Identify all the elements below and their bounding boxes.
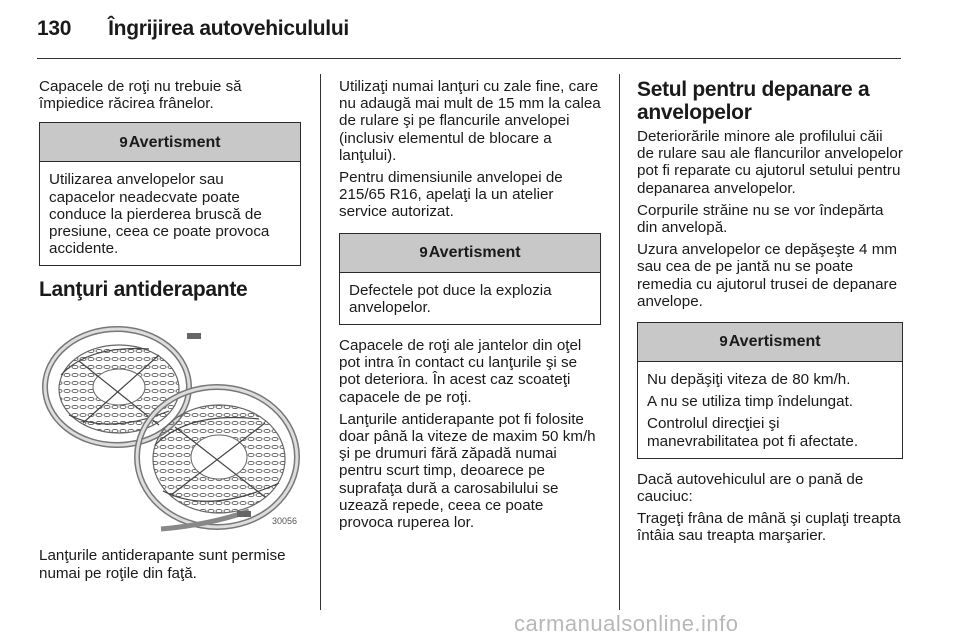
snow-chains-heading: Lanţuri antiderapante bbox=[39, 278, 248, 302]
warning-header bbox=[638, 323, 902, 362]
brake-cooling-note: Capacele de roţi nu trebuie să împiedice răcirea frânelor. bbox=[39, 78, 242, 113]
warning-title: Avertisment bbox=[128, 133, 221, 151]
warning-body bbox=[340, 273, 600, 324]
warning-line: Controlul direcţiei şi manevrabilitatea pot fi afectate. bbox=[647, 415, 859, 450]
handbrake-paragraph: Trageţi frâna de mână şi cuplaţi treapta întâia sau treapta marşarier. bbox=[637, 510, 901, 545]
column-divider-2 bbox=[619, 74, 620, 610]
warning-text: Defectele pot duce la explozia anvelopelor. bbox=[349, 281, 552, 316]
watermark: carmanualsonline.info bbox=[514, 611, 739, 636]
speed-limit-paragraph: Lanţurile antiderapante pot fi folosite doar până la viteze de maxim 50 km/h şi pe drumuri fără zăpadă numai pentru scurt timp, deoarece pe suprafaţa dură a carosabilului se uzează repede, ceea ce poate provoca ruperea lor. bbox=[339, 410, 596, 532]
warning-box-tyres bbox=[39, 122, 301, 266]
wear-limit-paragraph: Uzura anvelopelor ce depăşeşte 4 mm sau cea de pe jantă nu se poate remedia cu ajutorul trusei de depanare anvelope. bbox=[637, 241, 898, 310]
warning-header bbox=[40, 123, 300, 162]
column-2 bbox=[339, 78, 601, 536]
column-divider-1 bbox=[320, 74, 321, 610]
warning-icon: 9 bbox=[119, 133, 128, 151]
chain-usage-paragraph: Utilizaţi numai lanţuri cu zale fine, care nu adaugă mai mult de 15 mm la calea de rulare şi pe flancurile anvelopei (inclusiv elementul de blocare a lanţului). bbox=[339, 78, 601, 164]
repair-kit-intro: Deteriorările minore ale profilului căii de rulare sau ale flancurilor anvelopelor pot fi reparate cu ajutorul setului pentru depanarea anvelopelor. bbox=[637, 128, 903, 197]
column-3 bbox=[637, 78, 903, 550]
warning-box-speed bbox=[637, 322, 903, 459]
warning-line: Nu depăşiţi viteza de 80 km/h. bbox=[647, 371, 851, 389]
tyre-size-paragraph: Pentru dimensiunile anvelopei de 215/65 R16, apelaţi la un atelier service autorizat. bbox=[339, 169, 563, 221]
column-1 bbox=[39, 78, 301, 587]
warning-header bbox=[340, 234, 600, 273]
warning-line: A nu se utiliza timp îndelungat. bbox=[647, 393, 854, 411]
warning-icon: 9 bbox=[419, 244, 428, 262]
snow-chains-illustration bbox=[39, 315, 301, 533]
header-rule bbox=[37, 58, 901, 59]
warning-body bbox=[638, 362, 902, 458]
warning-title: Avertisment bbox=[428, 244, 521, 262]
foreign-bodies-paragraph: Corpurile străine nu se vor îndepărta din anvelopă. bbox=[637, 201, 884, 237]
flat-tyre-paragraph: Dacă autovehiculul are o pană de cauciuc: bbox=[637, 470, 864, 506]
chapter-title: Îngrijirea autovehiculului bbox=[108, 17, 349, 40]
figure-code: 30056 bbox=[271, 516, 297, 527]
repair-kit-heading: Setul pentru depanare a anvelopelor bbox=[637, 78, 870, 124]
warning-text: Utilizarea anvelopelor sau capacelor neadecvate poate conduce la pierderea bruscă de presiune, ceea ce poate provoca accidente. bbox=[49, 171, 270, 258]
warning-body bbox=[40, 162, 300, 265]
warning-title: Avertisment bbox=[728, 333, 821, 351]
page-header bbox=[37, 14, 349, 44]
warning-icon: 9 bbox=[719, 333, 728, 351]
snow-chains-image bbox=[39, 315, 301, 533]
warning-box-explosion bbox=[339, 233, 601, 325]
page-number: 130 bbox=[37, 17, 72, 40]
snow-chains-caption: Lanţurile antiderapante sunt permise numai pe roţile din faţă. bbox=[39, 547, 286, 582]
wheel-covers-paragraph: Capacele de roţi ale jantelor din oţel pot intra în contact cu lanţurile şi se pot deteriora. În acest caz scoateţi capacele de pe roţi. bbox=[339, 337, 582, 406]
